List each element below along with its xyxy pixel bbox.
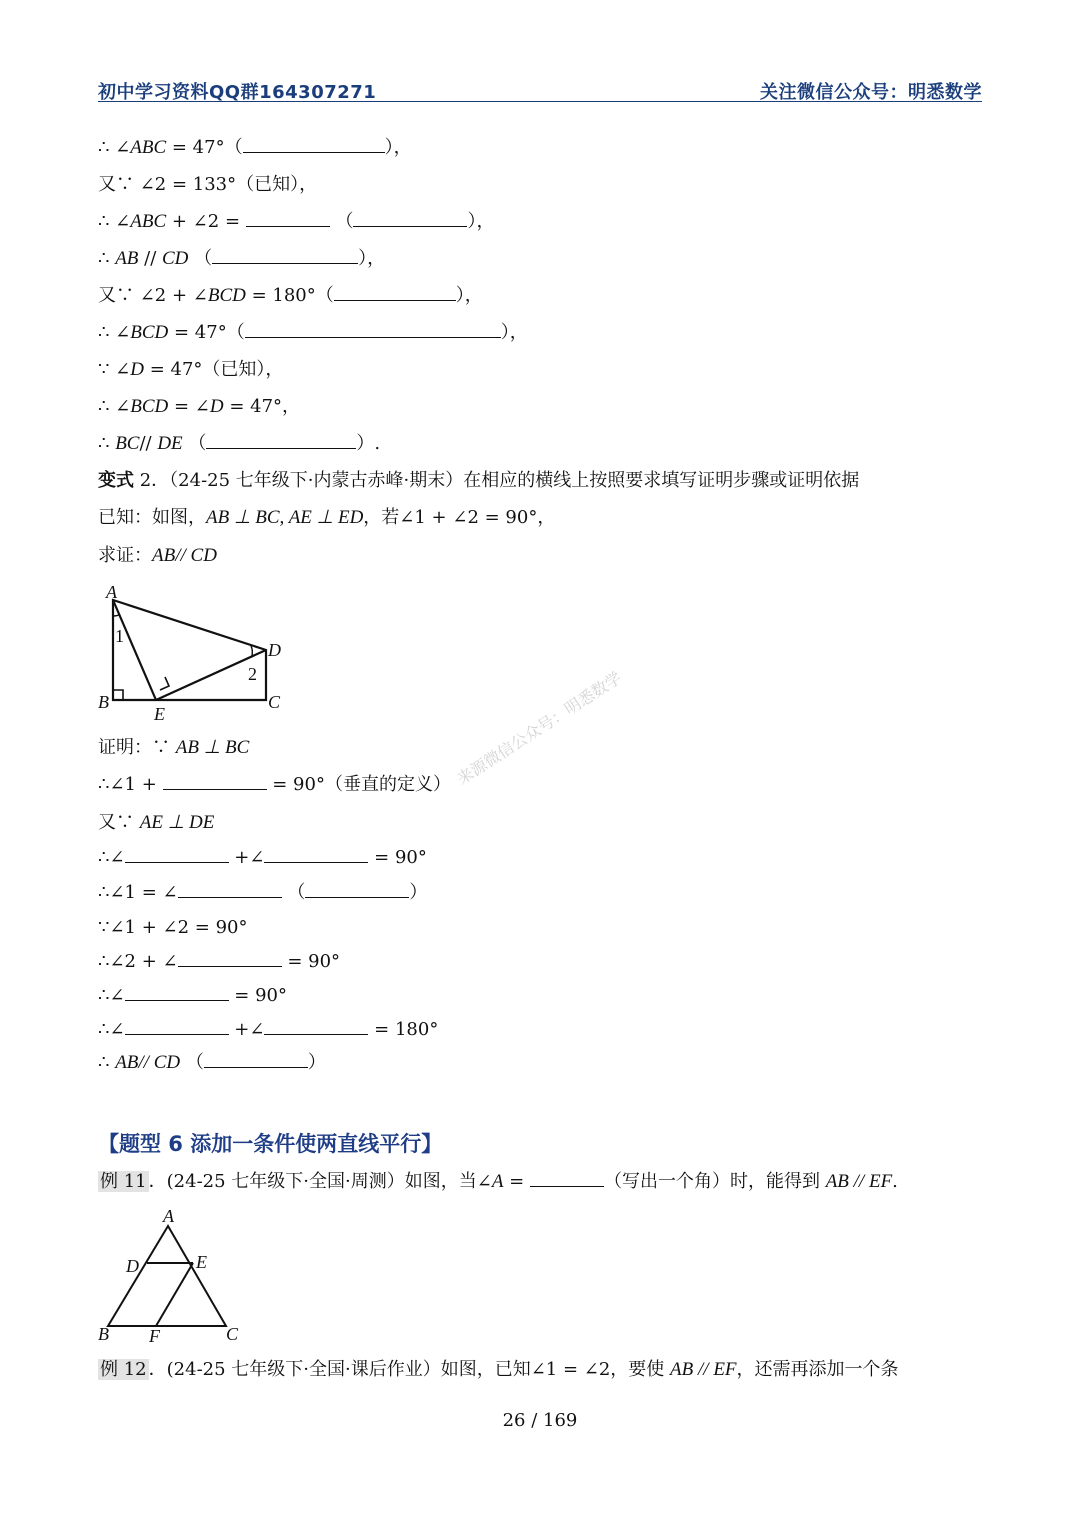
proof2-line-5: ∴∠1 = ∠ （ ） — [98, 882, 428, 903]
figure-triangle — [92, 1206, 252, 1346]
figure1-label-e: E — [154, 704, 165, 724]
proof2-line-1: 证明：∵ AB ⊥ BC — [98, 737, 250, 758]
blank[interactable] — [163, 773, 267, 790]
figure2-label-c: C — [226, 1324, 239, 1344]
blank[interactable] — [245, 321, 501, 338]
blank[interactable] — [246, 210, 330, 227]
example11-question: 例 11 ．(24-25 七年级下·全国·周测）如图，当∠A = （写出一个角）时，能得到 AB // EF. — [100, 1171, 898, 1192]
proof2-line-2: ∴∠1 + = 90°（垂直的定义） — [98, 774, 451, 795]
figure1-label-c: C — [268, 692, 281, 712]
blank[interactable] — [125, 984, 229, 1001]
figure-quadrilateral — [90, 578, 300, 728]
proof-line-8: ∴ ∠BCD = ∠D = 47°， — [98, 396, 301, 417]
blank[interactable] — [334, 284, 456, 301]
figure1-label-angle1: 1 — [115, 626, 124, 646]
figure2-label-b: B — [98, 1324, 109, 1344]
proof-line-3: ∴ ∠ABC + ∠2 = （ ）， — [98, 211, 495, 232]
blank[interactable] — [204, 1051, 308, 1068]
section-heading: 【题型 6 添加一条件使两直线平行】 — [98, 1132, 443, 1156]
variant2-known: 已知：如图，AB ⊥ BC, AE ⊥ ED，若∠1 + ∠2 = 90°， — [98, 507, 556, 528]
watermark: 来源微信公众号：明悉数学 — [453, 667, 626, 789]
figure1-right-angle-e — [160, 677, 169, 690]
figure2-label-a: A — [163, 1206, 174, 1226]
figure2-label-f: F — [149, 1326, 160, 1346]
figure1-label-b: B — [98, 692, 109, 712]
proof-line-9: ∴ BC// DE （ ）. — [98, 433, 381, 454]
proof2-line-4: ∴∠ +∠ = 90° — [98, 847, 427, 868]
proof2-line-6: ∵∠1 + ∠2 = 90° — [98, 917, 248, 938]
blank[interactable] — [353, 210, 467, 227]
figure1-label-a: A — [106, 582, 117, 602]
proof-line-4: ∴ AB // CD （ ）， — [98, 248, 386, 269]
proof2-line-7: ∴∠2 + ∠ = 90° — [98, 951, 341, 972]
figure1-angle-arc-2 — [251, 646, 252, 656]
blank[interactable] — [243, 136, 385, 153]
proof-line-2: 又∵ ∠2 = 133°（已知）， — [98, 174, 318, 195]
figure2-outline — [108, 1226, 226, 1326]
blank[interactable] — [125, 846, 229, 863]
proof-line-1: ∴ ∠ABC = 47°（ ）， — [98, 137, 412, 158]
proof-line-6: ∴ ∠BCD = 47°（ ）， — [98, 322, 528, 343]
blank[interactable] — [125, 1018, 229, 1035]
proof2-line-3: 又∵ AE ⊥ DE — [98, 812, 215, 833]
proof2-line-9: ∴∠ +∠ = 180° — [98, 1019, 439, 1040]
figure2-label-d: D — [126, 1256, 139, 1276]
variant2-prove: 求证：AB// CD — [98, 545, 217, 566]
figure1-label-angle2: 2 — [248, 664, 257, 684]
proof2-line-8: ∴∠ = 90° — [98, 985, 287, 1006]
figure1-label-d: D — [268, 640, 281, 660]
blank[interactable] — [264, 1018, 368, 1035]
blank[interactable] — [212, 247, 358, 264]
blank[interactable] — [178, 950, 282, 967]
blank[interactable] — [264, 846, 368, 863]
example12-question: 例 12 ．(24-25 七年级下·全国·课后作业）如图，已知∠1 = ∠2，要使 AB // EF，还需再添加一个条 — [100, 1359, 899, 1380]
blank[interactable] — [530, 1170, 604, 1187]
blank[interactable] — [305, 881, 409, 898]
variant2-title: 变式 2．（24-25 七年级下·内蒙古赤峰·期末）在相应的横线上按照要求填写证明步骤或证明依据 — [98, 470, 860, 491]
proof-line-5: 又∵ ∠2 + ∠BCD = 180°（ ）， — [98, 285, 483, 306]
figure2-segment-ef — [156, 1263, 193, 1326]
proof-line-7: ∵ ∠D = 47°（已知）， — [98, 359, 284, 380]
header-right-text: 关注微信公众号：明悉数学 — [760, 82, 982, 103]
header-divider — [98, 101, 982, 102]
blank[interactable] — [206, 432, 356, 449]
example12-label: 例 12 — [100, 1359, 147, 1380]
proof2-line-10: ∴ AB// CD （ ） — [98, 1052, 326, 1073]
example11-label: 例 11 — [100, 1171, 147, 1192]
page-number: 26 / 169 — [502, 1410, 578, 1431]
blank[interactable] — [178, 881, 282, 898]
header-left-text: 初中学习资料QQ群164307271 — [98, 82, 377, 103]
figure1-right-angle-b — [113, 690, 123, 700]
figure2-label-e: E — [196, 1252, 207, 1272]
